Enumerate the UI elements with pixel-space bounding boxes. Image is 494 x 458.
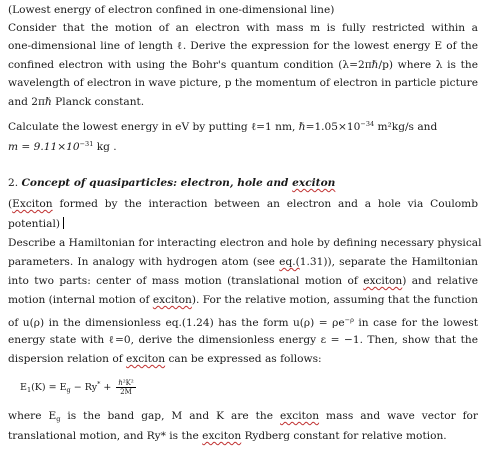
section2-body-line-2 — [8, 256, 478, 269]
body-l5a: of u(ρ) in the dimensionless eq.(1.24) has the form u(ρ) = ρe — [8, 317, 345, 329]
dispersion-equation — [20, 379, 136, 396]
calc-text-2: m = 9.11×10 — [8, 141, 80, 153]
eq-eg-sub: g — [66, 386, 71, 394]
body-l4c: ). For the relative motion, assuming that the function — [191, 294, 478, 306]
last-c: Rydberg constant for relative motion. — [241, 430, 447, 442]
eq-numerator: ℏ²K² — [118, 379, 134, 387]
section2-number: 2. — [8, 177, 19, 189]
calc-exponent-1: −34 — [360, 120, 375, 128]
section2-where-line — [8, 410, 478, 426]
where-c: exciton — [280, 410, 320, 422]
section2-paren-line-2 — [8, 217, 64, 231]
paren-rest: formed by the interaction between an electron and a hole via Coulomb — [52, 198, 478, 210]
section2-paren-line-1 — [8, 198, 478, 211]
where-b: is the band gap, M and K are the — [60, 410, 281, 422]
body-l7b: exciton — [126, 353, 166, 365]
paren-line2-text: potential) — [8, 218, 60, 230]
eq-lhs-arg: (K) = E — [31, 382, 67, 393]
eq-ry-sup: * — [97, 380, 101, 388]
problem1-line-3: confined electron with using the Bohr's quantum condition (λ=2πℏ/p) where λ is the — [8, 59, 478, 71]
section2-last-line — [8, 430, 447, 443]
last-b: exciton — [202, 430, 242, 442]
eq-lhs-sub: 1 — [26, 386, 32, 394]
eq-mid: − Ry — [70, 382, 98, 393]
body-l3a: into two parts: center of mass motion (translational motion of — [8, 275, 364, 287]
eq-fraction — [116, 379, 135, 396]
problem1-line-4: wavelength of electron in wave picture, p the momentum of electron in particle picture — [8, 77, 478, 89]
section2-body-line-3 — [8, 275, 478, 288]
body-l7a: dispersion relation of — [8, 353, 127, 365]
calc-text-1-tail: m²kg/s and — [374, 121, 438, 133]
paren-open: ( — [8, 198, 13, 210]
body-l2b: eq.( — [279, 256, 300, 268]
where-a: where E — [8, 410, 57, 422]
section2-body-line-5 — [8, 314, 478, 330]
body-l4a: motion (internal motion of — [8, 294, 153, 306]
section2-title — [8, 177, 335, 190]
section2-title-text-a: Concept of quasiparticles: electron, hole and — [21, 177, 293, 189]
paren-exciton: Exciton — [12, 198, 53, 210]
problem1-line-1: Consider that the motion of an electron with mass m is fully restricted within a — [8, 22, 478, 34]
problem1-calc-line-1 — [8, 118, 437, 134]
section2-body-line-7 — [8, 353, 322, 366]
where-d: mass and wave vector for — [319, 410, 478, 422]
section2-body-line-1: Describe a Hamiltonian for interacting electron and hole by defining necessary physical — [8, 237, 482, 249]
body-l7c: can be expressed as follows: — [165, 353, 322, 365]
problem1-calc-line-2 — [8, 138, 117, 154]
body-l3c: ) and relative — [402, 275, 478, 287]
body-l5b: in case for the lowest — [353, 317, 478, 329]
eq-denominator: 2M — [120, 388, 132, 396]
eq-plus: + — [100, 382, 115, 393]
section2-body-line-6: energy state with ℓ=0, derive the dimensionless energy ε = −1. Then, show that the — [8, 334, 478, 346]
body-l3b: exciton — [363, 275, 403, 287]
problem1-header — [8, 4, 334, 17]
calc-exponent-2: −31 — [79, 140, 94, 148]
section2-title-text-b: exciton — [292, 177, 336, 189]
last-a: translational motion, and Ry* is the — [8, 430, 203, 442]
problem1-line-2: one-dimensional line of length ℓ. Derive the expression for the lowest energy E of the — [8, 40, 478, 52]
where-sub: g — [56, 415, 61, 423]
calc-text-1: Calculate the lowest energy in eV by putting ℓ=1 nm, ℏ=1.05×10 — [8, 121, 361, 133]
text-cursor[interactable] — [63, 217, 64, 229]
eq-lhs: E — [20, 382, 27, 393]
problem1-line-5: and 2πℏ Planck constant. — [8, 96, 145, 108]
section2-body-line-4 — [8, 294, 478, 307]
body-l2c: 1.31)), separate the Hamiltonian — [299, 256, 478, 268]
body-l2a: parameters. In analogy with hydrogen atom (see — [8, 256, 280, 268]
body-l4b: exciton — [152, 294, 192, 306]
problem1-header-text: (Lowest energy of electron confined in one-dimensional line) — [8, 4, 335, 16]
body-l5-exponent: −ρ — [344, 316, 354, 324]
calc-text-2-tail: kg . — [93, 141, 117, 153]
